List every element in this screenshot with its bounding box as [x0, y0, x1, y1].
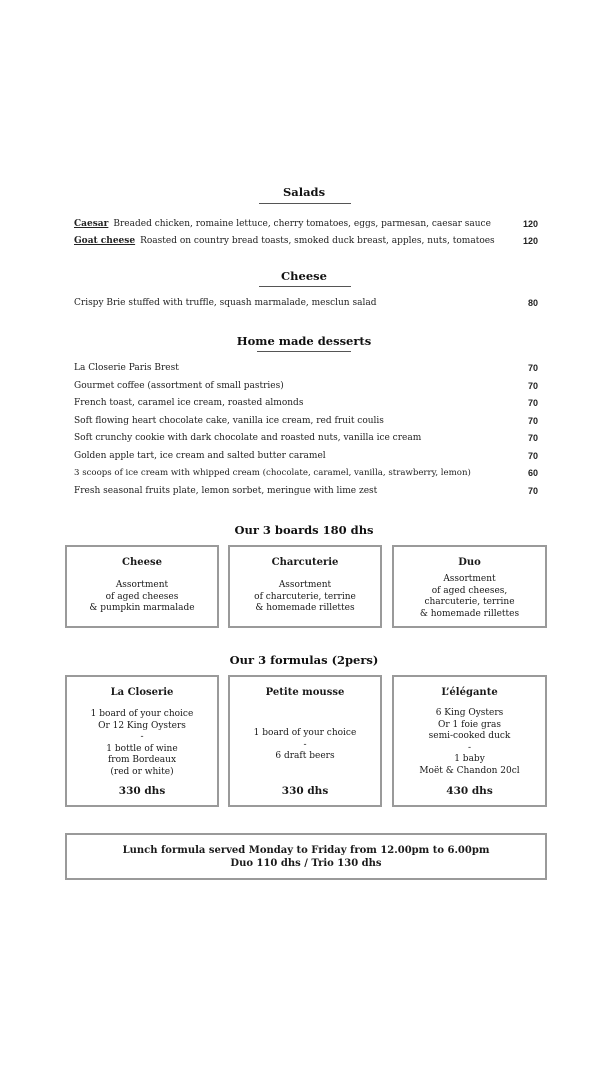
item-price: 70: [527, 485, 538, 496]
formula-price: 330 dhs: [281, 785, 329, 797]
board-description: Assortment of aged cheeses, charcuterie, terrine & homemade rillettes: [419, 574, 520, 619]
formula-description: 1 board of your choice Or 12 King Oysters - 1 bottle of wine from Bordeaux (red or white): [90, 709, 194, 777]
desserts-underline: [257, 351, 351, 352]
formulas-title: Our 3 formulas (2pers): [229, 653, 379, 667]
board-card-duo: [392, 545, 547, 628]
menu-item: [74, 380, 538, 392]
item-price: 70: [527, 450, 538, 461]
item-desc: Golden apple tart, ice cream and salted butter caramel: [74, 450, 326, 461]
item-name: Caesar: [74, 219, 109, 229]
item-desc: Crispy Brie stuffed with truffle, squash marmalade, mesclun salad: [74, 298, 377, 308]
item-price: 70: [527, 363, 538, 373]
item-price: 70: [527, 398, 538, 408]
salads-title: Salads: [282, 185, 326, 199]
menu-item: [74, 432, 538, 444]
menu-item: [74, 485, 538, 497]
menu-item: [74, 415, 538, 427]
item-price: 70: [527, 380, 538, 391]
formula-card-petite-mousse: [228, 675, 382, 807]
item-price: 70: [527, 415, 538, 426]
item-price: 60: [527, 468, 538, 478]
menu-item: [74, 397, 538, 409]
boards-title: Our 3 boards 180 dhs: [234, 523, 374, 537]
menu-item: [74, 362, 538, 374]
menu-item: [74, 450, 538, 462]
board-title: Cheese: [122, 557, 162, 568]
cheese-underline: [259, 286, 351, 287]
lunch-formula-line2: Duo 110 dhs / Trio 130 dhs: [230, 858, 382, 869]
lunch-formula-box: [65, 833, 547, 880]
formula-description: 1 board of your choice - 6 draft beers: [253, 728, 357, 761]
item-price: 120: [522, 219, 538, 229]
menu-item: [74, 235, 538, 247]
item-price: 70: [527, 433, 538, 443]
formula-title: L’élégante: [441, 687, 498, 698]
item-desc: Soft flowing heart chocolate cake, vanilla ice cream, red fruit coulis: [74, 415, 384, 426]
formula-price: 330 dhs: [118, 785, 166, 797]
item-desc: Roasted on country bread toasts, smoked duck breast, apples, nuts, tomatoes: [140, 236, 495, 246]
cheese-title: Cheese: [281, 269, 327, 283]
item-desc: Gourmet coffee (assortment of small pastries): [74, 380, 284, 391]
board-title: Duo: [458, 557, 481, 568]
formula-title: Petite mousse: [265, 687, 345, 698]
lunch-formula-line1: Lunch formula served Monday to Friday from 12.00pm to 6.00pm: [122, 845, 490, 856]
item-desc: La Closerie Paris Brest: [74, 363, 179, 373]
desserts-title: Home made desserts: [236, 334, 372, 348]
menu-item: [74, 218, 538, 230]
item-desc: French toast, caramel ice cream, roasted almonds: [74, 398, 304, 408]
item-desc: Breaded chicken, romaine lettuce, cherry tomatoes, eggs, parmesan, caesar sauce: [113, 219, 491, 229]
board-card-charcuterie: [228, 545, 382, 628]
formula-description: 6 King Oysters Or 1 foie gras semi-cooked duck - 1 baby Moët & Chandon 20cl: [419, 708, 520, 776]
menu-item: [74, 297, 538, 309]
item-desc: Fresh seasonal fruits plate, lemon sorbet, meringue with lime zest: [74, 485, 378, 496]
board-description: Assortment of charcuterie, terrine & homemade rillettes: [254, 580, 356, 613]
board-description: Assortment of aged cheeses & pumpkin marmalade: [89, 580, 195, 613]
item-name: Goat cheese: [74, 236, 136, 246]
formula-card-la-closerie: [65, 675, 219, 807]
board-title: Charcuterie: [271, 557, 339, 568]
item-desc: 3 scoops of ice cream with whipped cream (chocolate, caramel, vanilla, strawberry, lemon): [74, 468, 471, 478]
formula-title: La Closerie: [110, 687, 174, 698]
item-desc: Soft crunchy cookie with dark chocolate and roasted nuts, vanilla ice cream: [74, 433, 422, 443]
board-card-cheese: [65, 545, 219, 628]
item-price: 80: [527, 298, 538, 308]
salads-underline: [259, 203, 351, 204]
formula-card-lelegante: [392, 675, 547, 807]
formula-price: 430 dhs: [446, 785, 493, 797]
item-price: 120: [522, 236, 538, 246]
menu-item: [74, 467, 538, 479]
